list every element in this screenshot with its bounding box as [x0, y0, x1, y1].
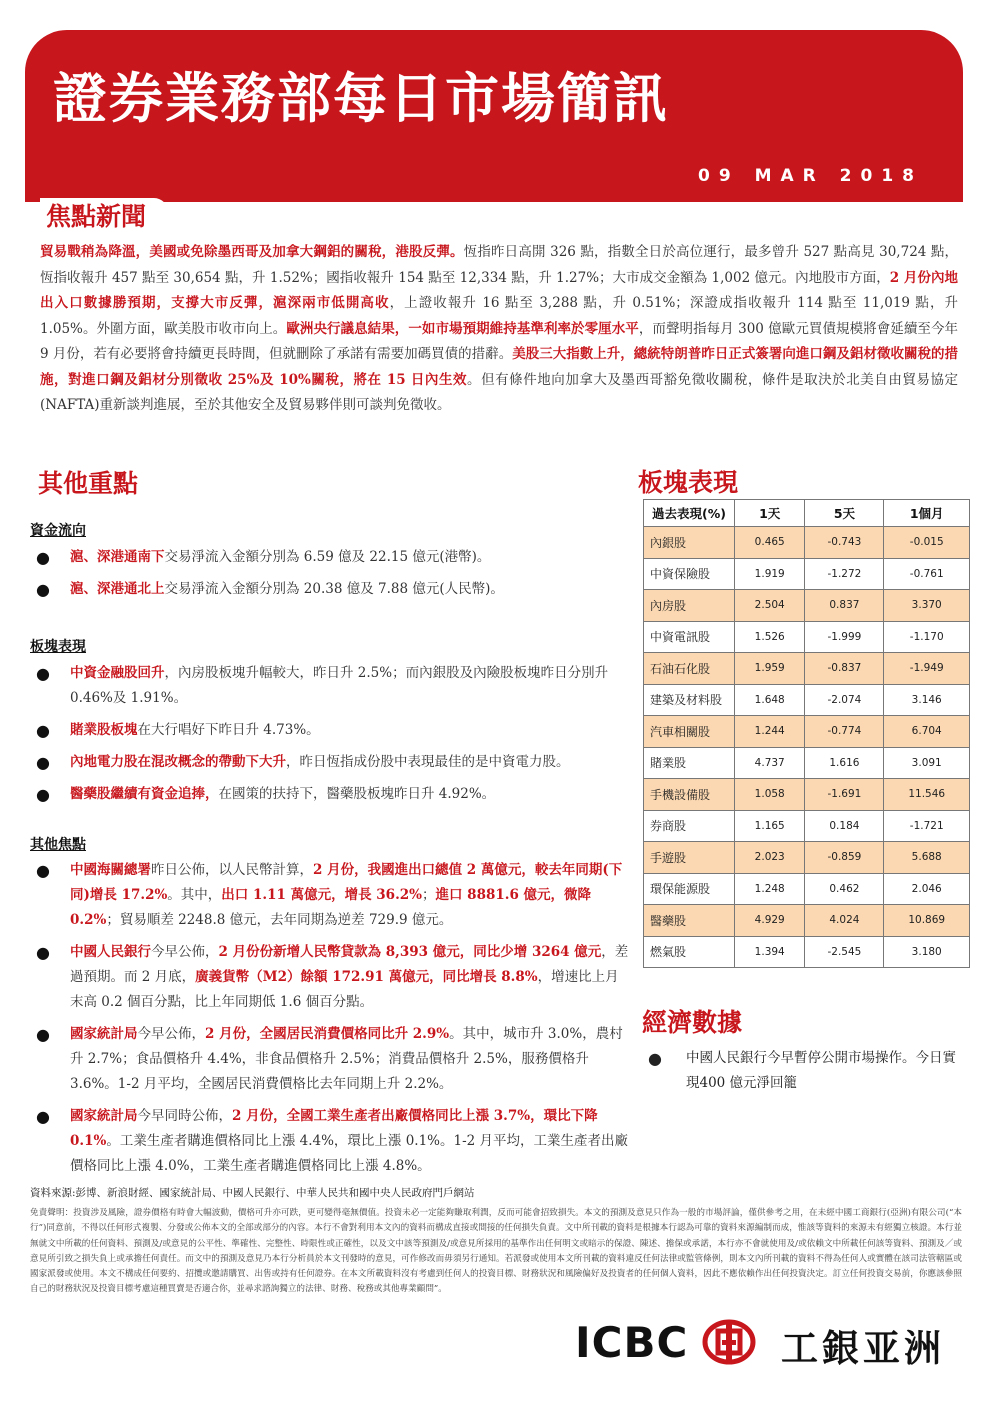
bullet-icon: ●	[36, 1025, 50, 1044]
page-title: 證券業務部每日市場簡訊	[53, 67, 669, 130]
value-cell: 0.462	[805, 873, 884, 905]
highlight-text: 國家統計局	[70, 1108, 138, 1124]
value-cell: -1.999	[805, 621, 884, 653]
sector-table-title: 板塊表現	[638, 468, 739, 497]
table-row	[644, 779, 970, 811]
highlight-text: 出口 1.11 萬億元，增長 36.2%	[221, 887, 422, 903]
bullet-icon: ●	[36, 664, 50, 683]
value-cell: 5.688	[884, 842, 970, 874]
bullet-item	[36, 750, 630, 775]
table-row	[644, 590, 970, 622]
value-cell: -0.743	[805, 527, 884, 559]
icbc-logo	[575, 1318, 965, 1368]
value-cell: 1.058	[735, 779, 805, 811]
highlight-text: 2 月份份新增人民幣貸款為 8,393 億元，同比少增 3264 億元	[218, 944, 602, 960]
sector-name-cell: 內房股	[644, 590, 735, 622]
highlight-text: 2 月份，全國工業生產者出廠價格同比上漲 3.7%，環比下降 0.1%	[70, 1108, 598, 1149]
sector-perf-list	[36, 661, 630, 814]
value-cell: 3.146	[884, 684, 970, 716]
bullet-item	[36, 1104, 630, 1179]
value-cell: 1.616	[805, 747, 884, 779]
value-cell: 6.704	[884, 716, 970, 748]
sector-name-cell: 券商股	[644, 810, 735, 842]
body-text: ，增速比上月末高 0.2 個百分點，比上年同期低 1.6 個百分點。	[70, 969, 619, 1010]
table-row	[644, 621, 970, 653]
table-row	[644, 527, 970, 559]
bullet-icon: ●	[36, 548, 50, 567]
value-cell: -0.015	[884, 527, 970, 559]
bullet-icon: ●	[36, 721, 50, 740]
disclaimer: 免責聲明：投資涉及風險，證券價格有時會大幅波動，價格可升亦可跌，更可變得毫無價值。投資未必一定能夠賺取利潤，反而可能會招致損失。本文的預測及意見只作為一般的市場評論，僅供參考之用，在未經中國工商銀行(亞洲)有限公司(“本行”)同意前，不得以任何形式複製、分發或公佈本文的全部或部分的內容。本行不會對利用本文內的資料而構成直接或間接的任何損失負責。文中所刊載的資料是根據本行認為可靠的資料來源編制而成，惟該等資料的來源未有經獨立核證。本行並無就文中所載的任何資料、預測及/或意見的公平性、準確性、完整性、時限性或正確性，以及文中該等預測及/或意見所採用的基準作出任何明文或暗示的保證、陳述、擔保或承諾，本行亦不會就使用及/或依賴文中所載任何該等資料、預測及／或意見所引致之損失負上或承擔任何責任。而文中的預測及意見乃本行分析員於本文刊發時的意見，可作修改而毋須另行通知。若派發或使用本文所刊載的資料違反任何法律或監管條例，則本文內所刊載的資料不得為任何人或實體在該司法管轄區或國家派發或使用。本文不構成任何要約、招攬或邀請購買、出售或持有任何證券。在本文所載資料沒有考慮到任何人的投資目標、財務狀況和風險偏好及投資者的任何個人資料，因此不應依賴作出任何投資決定。訂立任何投資交易前，你應該參照自己的財務狀況及投資目標考慮這種買賣是否適合你，並尋求諮詢獨立的法律、財務、稅務或其他專業顧問”。	[30, 1208, 962, 1295]
sector-name-cell: 中資電訊股	[644, 621, 735, 653]
bullet-icon: ●	[36, 753, 50, 772]
highlight-text: 進口 8881.6 億元，微降 0.2%	[70, 887, 592, 928]
value-cell: 0.837	[805, 590, 884, 622]
highlight-text: 2 月份，我國進出口總值 2 萬億元，較去年同期(下同)增長 17.2%	[70, 862, 623, 903]
bullet-item	[36, 545, 630, 570]
value-cell: -0.837	[805, 653, 884, 685]
value-cell: 3.180	[884, 936, 970, 968]
value-cell: 1.959	[735, 653, 805, 685]
sector-name-cell: 醫藥股	[644, 905, 735, 937]
bullet-icon: ●	[36, 580, 50, 599]
source-note: 資料來源:彭博、新浪財經、國家統計局、中國人民銀行、中華人民共和國中央人民政府門戶網站	[30, 1187, 475, 1199]
value-cell: -0.774	[805, 716, 884, 748]
body-text: ，而聲明指每月 300 億歐元買債規模將會延續至今年 9 月份，若有必要將會持續更長時間，但就刪除了承諾有需要加碼買債的措辭。	[40, 320, 958, 362]
table-header-row	[644, 500, 970, 527]
sector-name-cell: 環保能源股	[644, 873, 735, 905]
body-text: 。工業生產者購進價格同比上漲 4.4%，環比上漲 0.1%。1-2 月平均，工業生產者出廠價格同比上漲 4.0%，工業生產者購進價格同比上漲 4.8%。	[70, 1133, 629, 1174]
value-cell: 10.869	[884, 905, 970, 937]
value-cell: 11.546	[884, 779, 970, 811]
body-text: 交易淨流入金額分別為 20.38 億及 7.88 億元(人民幣)。	[164, 581, 504, 597]
body-text: 交易淨流入金額分別為 6.59 億及 22.15 億元(港幣)。	[164, 549, 491, 565]
body-text: 今早同時公佈，	[137, 1108, 232, 1124]
table-row	[644, 810, 970, 842]
sector-name-cell: 手機設備股	[644, 779, 735, 811]
value-cell: -1.272	[805, 558, 884, 590]
value-cell: 4.737	[735, 747, 805, 779]
value-cell: 4.024	[805, 905, 884, 937]
icbc-emblem-icon	[702, 1319, 756, 1365]
value-cell: -1.949	[884, 653, 970, 685]
value-cell: 1.526	[735, 621, 805, 653]
other-focus-list	[36, 858, 630, 1186]
fund-flow-heading: 資金流向	[30, 523, 86, 539]
report-date: 09 MAR 2018	[698, 166, 923, 186]
value-cell: -2.545	[805, 936, 884, 968]
body-text: 中國人民銀行今早暫停公開市場操作。今日實現400 億元淨回籠	[686, 1050, 956, 1091]
other-highlights-title: 其他重點	[38, 469, 139, 498]
highlight-text: 國家統計局	[70, 1026, 138, 1042]
bullet-item	[36, 1022, 630, 1097]
value-cell: 1.394	[735, 936, 805, 968]
fund-flow-list	[36, 545, 630, 609]
value-cell: 3.370	[884, 590, 970, 622]
bullet-item	[36, 782, 630, 807]
value-cell: 4.929	[735, 905, 805, 937]
body-text: ，上證收報升 16 點至 3,288 點，升 0.51%；深證成指收報升 114 點至 11,019 點，升 1.05%。外圍方面，歐美股市收市向上。	[40, 295, 959, 337]
highlight-text: 醫藥股繼續有資金追捧，	[70, 786, 219, 802]
body-text: 。其中，	[167, 887, 222, 903]
body-text: 。其中，城市升 3.0%，農村升 2.7%；食品價格升 4.4%，非食品價格升 2.5%；消費品價格升 2.5%，服務價格升 3.6%。1-2 月平均，全國居民消費價格比去年同期上升 2.2%。	[70, 1026, 623, 1092]
value-cell: 3.091	[884, 747, 970, 779]
highlight-text: 美股三大指數上升，總統特朗普昨日正式簽署向進口鋼及鋁材徵收關稅的措施，對進口鋼及鋁材分別徵收 25%及 10%關稅，將在 15 日內生效	[40, 346, 958, 388]
sector-name-cell: 賭業股	[644, 747, 735, 779]
bullet-icon: ●	[36, 943, 50, 962]
econ-data-list	[650, 1046, 962, 1096]
logo-text-cn: 工銀亚洲	[781, 1327, 945, 1370]
value-cell: 1.248	[735, 873, 805, 905]
column-header: 過去表現(%)	[644, 500, 735, 527]
bullet-icon: ●	[36, 785, 50, 804]
bullet-item	[650, 1046, 962, 1096]
highlight-text: 內地電力股在混改概念的帶動下大升	[70, 754, 286, 770]
sector-name-cell: 內銀股	[644, 527, 735, 559]
bullet-item	[36, 661, 630, 711]
table-row	[644, 684, 970, 716]
logo-text-en: ICBC	[575, 1318, 689, 1367]
value-cell: -0.761	[884, 558, 970, 590]
value-cell: -1.691	[805, 779, 884, 811]
bullet-item	[36, 718, 630, 743]
sector-name-cell: 汽車相關股	[644, 716, 735, 748]
body-text: ，差過預期。而 2 月底，	[70, 944, 629, 985]
highlight-text: 歐洲央行議息結果，一如市場預期維持基準利率於零厘水平	[286, 320, 639, 337]
column-header: 1個月	[884, 500, 970, 527]
value-cell: 1.244	[735, 716, 805, 748]
value-cell: 1.165	[735, 810, 805, 842]
highlight-text: 貿易戰稍為降溫，美國或免除墨西哥及加拿大鋼鋁的關稅，港股反彈。	[40, 244, 464, 260]
highlight-text: 中資金融股回升	[70, 665, 165, 681]
other-focus-heading: 其他焦點	[30, 837, 86, 853]
bullet-icon: ●	[648, 1049, 662, 1068]
table-row	[644, 653, 970, 685]
body-text: ；貿易順差 2248.8 億元，去年同期為逆差 729.9 億元。	[106, 912, 453, 928]
value-cell: 0.184	[805, 810, 884, 842]
header-banner	[25, 30, 963, 202]
value-cell: 1.648	[735, 684, 805, 716]
value-cell: -2.074	[805, 684, 884, 716]
bullet-icon: ●	[36, 1107, 50, 1126]
sector-name-cell: 中資保險股	[644, 558, 735, 590]
focus-news-title: 焦點新聞	[46, 202, 147, 231]
table-row	[644, 716, 970, 748]
sector-name-cell: 手遊股	[644, 842, 735, 874]
body-text: 恆指昨日高開 326 點，指數全日於高位運行，最多曾升 527 點高見 30,724 點，恆指收報升 457 點至 30,654 點，升 1.52%；國指收報升 154 點至 12,334 點，升 1.27%；大市成交金額為 1,002 億元。內地股市方面，	[40, 244, 958, 286]
body-text: 在大行唱好下昨日升 4.73%。	[137, 722, 320, 738]
bullet-icon: ●	[36, 861, 50, 880]
body-text: ，昨日恆指成份股中表現最佳的是中資電力股。	[286, 754, 570, 770]
table-row	[644, 747, 970, 779]
table-row	[644, 905, 970, 937]
body-text: 今早公佈，	[137, 1026, 205, 1042]
value-cell: 2.046	[884, 873, 970, 905]
value-cell: 1.919	[735, 558, 805, 590]
value-cell: 2.023	[735, 842, 805, 874]
body-text: ；	[421, 887, 436, 903]
value-cell: -0.859	[805, 842, 884, 874]
body-text: 昨日公佈，以人民幣計算，	[151, 862, 313, 878]
column-header: 5天	[805, 500, 884, 527]
econ-data-title: 經濟數據	[642, 1008, 743, 1037]
body-text: 今早公佈，	[151, 944, 219, 960]
table-row	[644, 842, 970, 874]
highlight-text: 滬、深港通北上	[70, 581, 165, 597]
table-row	[644, 873, 970, 905]
sector-performance-table	[643, 499, 970, 968]
body-text: 在國策的扶持下，醫藥股板塊昨日升 4.92%。	[218, 786, 496, 802]
highlight-text: 2 月份，全國居民消費價格同比升 2.9%	[205, 1026, 450, 1042]
value-cell: -1.170	[884, 621, 970, 653]
highlight-text: 賭業股板塊	[70, 722, 138, 738]
table-row	[644, 936, 970, 968]
highlight-text: 中國海關總署	[70, 862, 151, 878]
sector-perf-heading: 板塊表現	[30, 639, 86, 655]
highlight-text: 2 月份內地出入口數據勝預期，支撐大市反彈，滬深兩市低開高收	[40, 269, 958, 311]
value-cell: 2.504	[735, 590, 805, 622]
value-cell: -1.721	[884, 810, 970, 842]
bullet-item	[36, 858, 630, 933]
highlight-text: 滬、深港通南下	[70, 549, 165, 565]
value-cell: 0.465	[735, 527, 805, 559]
bullet-item	[36, 577, 630, 602]
sector-name-cell: 石油石化股	[644, 653, 735, 685]
sector-name-cell: 燃氣股	[644, 936, 735, 968]
body-text: ，內房股板塊升幅較大，昨日升 2.5%；而內銀股及內險股板塊昨日分別升 0.46%及 1.91%。	[70, 665, 609, 706]
table-row	[644, 558, 970, 590]
bullet-item	[36, 940, 630, 1015]
highlight-text: 廣義貨幣（M2）餘額 172.91 萬億元，同比增長 8.8%	[195, 969, 538, 985]
focus-news-paragraph	[40, 240, 958, 419]
column-header: 1天	[735, 500, 805, 527]
highlight-text: 中國人民銀行	[70, 944, 151, 960]
body-text: 。但有條件地向加拿大及墨西哥豁免徵收關稅，條件是取決於北美自由貿易協定(NAFTA)重新談判進展，至於其他安全及貿易夥伴則可談判免徵收。	[40, 371, 958, 413]
sector-name-cell: 建築及材料股	[644, 684, 735, 716]
